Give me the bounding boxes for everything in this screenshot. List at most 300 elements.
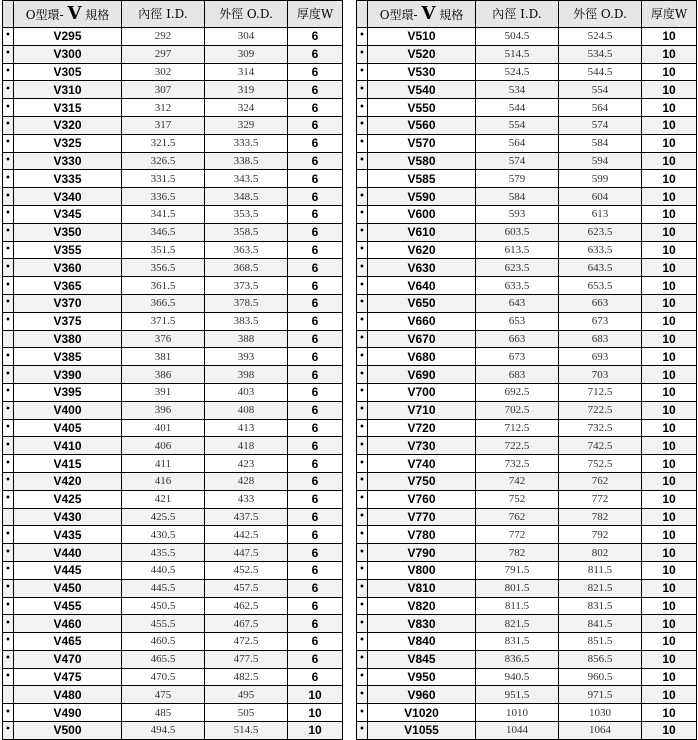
spec-cell: V360 — [14, 259, 122, 277]
table-row — [357, 348, 697, 366]
spec-cell: V570 — [368, 134, 476, 152]
id-cell: 356.5 — [122, 259, 205, 277]
spec-cell: V640 — [368, 277, 476, 295]
table-row — [357, 704, 697, 722]
od-cell: 772 — [559, 490, 642, 508]
table-row — [357, 116, 697, 134]
id-cell: 475 — [122, 686, 205, 704]
od-cell: 633.5 — [559, 241, 642, 259]
bullet-cell: • — [3, 490, 14, 508]
w-cell: 10 — [642, 419, 697, 437]
spec-cell: V730 — [368, 437, 476, 455]
od-cell: 1030 — [559, 704, 642, 722]
spec-cell: V380 — [14, 330, 122, 348]
id-cell: 554 — [476, 116, 559, 134]
table-row — [357, 259, 697, 277]
table-row — [3, 330, 343, 348]
bullet-header — [3, 1, 14, 28]
bullet-cell: • — [357, 28, 368, 46]
table-row — [357, 597, 697, 615]
od-cell: 505 — [205, 704, 288, 722]
od-cell: 452.5 — [205, 561, 288, 579]
spec-cell: V580 — [368, 152, 476, 170]
spec-cell: V305 — [14, 63, 122, 81]
id-cell: 450.5 — [122, 597, 205, 615]
bullet-cell: • — [357, 241, 368, 259]
bullet-cell: • — [3, 134, 14, 152]
table-row — [357, 277, 697, 295]
w-cell: 6 — [288, 152, 343, 170]
bullet-cell — [3, 508, 14, 526]
od-cell: 604 — [559, 188, 642, 206]
id-cell: 307 — [122, 81, 205, 99]
spec-cell: V345 — [14, 205, 122, 223]
table-row — [357, 170, 697, 188]
id-cell: 435.5 — [122, 544, 205, 562]
od-cell: 732.5 — [559, 419, 642, 437]
bullet-cell: • — [357, 437, 368, 455]
od-cell: 304 — [205, 28, 288, 46]
spec-cell: V740 — [368, 455, 476, 473]
table-row — [357, 312, 697, 330]
id-cell: 366.5 — [122, 294, 205, 312]
bullet-cell: • — [357, 722, 368, 740]
id-cell: 692.5 — [476, 383, 559, 401]
table-row — [357, 437, 697, 455]
w-cell: 6 — [288, 650, 343, 668]
spec-cell: V355 — [14, 241, 122, 259]
w-cell: 10 — [642, 294, 697, 312]
w-cell: 10 — [642, 561, 697, 579]
od-cell: 343.5 — [205, 170, 288, 188]
w-cell: 6 — [288, 668, 343, 686]
id-cell: 564 — [476, 134, 559, 152]
od-cell: 353.5 — [205, 205, 288, 223]
od-cell: 653.5 — [559, 277, 642, 295]
od-cell: 703 — [559, 366, 642, 384]
od-cell: 433 — [205, 490, 288, 508]
w-cell: 10 — [642, 81, 697, 99]
table-row — [3, 455, 343, 473]
w-cell: 6 — [288, 116, 343, 134]
bullet-cell: • — [357, 668, 368, 686]
spec-header: O型環- V 規格 — [368, 1, 476, 28]
spec-cell: V1020 — [368, 704, 476, 722]
od-cell: 762 — [559, 472, 642, 490]
od-cell: 363.5 — [205, 241, 288, 259]
w-cell: 6 — [288, 28, 343, 46]
bullet-cell: • — [357, 223, 368, 241]
bullet-cell: • — [357, 205, 368, 223]
bullet-cell: • — [3, 205, 14, 223]
table-row — [3, 312, 343, 330]
od-cell: 693 — [559, 348, 642, 366]
bullet-cell: • — [357, 615, 368, 633]
spec-cell: V445 — [14, 561, 122, 579]
w-cell: 10 — [642, 472, 697, 490]
spec-cell: V800 — [368, 561, 476, 579]
id-cell: 381 — [122, 348, 205, 366]
table-row — [3, 544, 343, 562]
id-cell: 574 — [476, 152, 559, 170]
bullet-cell: • — [357, 134, 368, 152]
bullet-cell: • — [357, 579, 368, 597]
table-row — [3, 633, 343, 651]
bullet-cell: • — [3, 170, 14, 188]
bullet-cell: • — [357, 650, 368, 668]
bullet-cell: • — [357, 188, 368, 206]
table-row — [3, 419, 343, 437]
spec-cell: V810 — [368, 579, 476, 597]
id-header: 內徑 I.D. — [122, 1, 205, 28]
spec-cell: V340 — [14, 188, 122, 206]
bullet-cell — [357, 170, 368, 188]
spec-cell: V530 — [368, 63, 476, 81]
od-cell: 437.5 — [205, 508, 288, 526]
bullet-cell: • — [357, 401, 368, 419]
w-cell: 10 — [642, 490, 697, 508]
bullet-cell: • — [357, 544, 368, 562]
id-cell: 430.5 — [122, 526, 205, 544]
spec-cell: V480 — [14, 686, 122, 704]
id-cell: 317 — [122, 116, 205, 134]
w-header: 厚度W — [288, 1, 343, 28]
bullet-cell: • — [3, 419, 14, 437]
od-cell: 333.5 — [205, 134, 288, 152]
od-cell: 524.5 — [559, 28, 642, 46]
od-cell: 856.5 — [559, 650, 642, 668]
w-cell: 6 — [288, 472, 343, 490]
w-cell: 6 — [288, 508, 343, 526]
id-cell: 297 — [122, 45, 205, 63]
od-cell: 574 — [559, 116, 642, 134]
od-cell: 319 — [205, 81, 288, 99]
bullet-cell: • — [357, 508, 368, 526]
bullet-cell: • — [357, 45, 368, 63]
spec-cell: V390 — [14, 366, 122, 384]
bullet-cell: • — [357, 294, 368, 312]
w-cell: 10 — [642, 223, 697, 241]
od-cell: 594 — [559, 152, 642, 170]
od-header: 外徑 O.D. — [559, 1, 642, 28]
spec-cell: V350 — [14, 223, 122, 241]
od-cell: 482.5 — [205, 668, 288, 686]
header-row — [357, 1, 697, 28]
spec-cell: V660 — [368, 312, 476, 330]
id-cell: 376 — [122, 330, 205, 348]
od-cell: 428 — [205, 472, 288, 490]
bullet-cell: • — [357, 561, 368, 579]
table-row — [3, 81, 343, 99]
od-cell: 393 — [205, 348, 288, 366]
table-row — [3, 704, 343, 722]
id-cell: 455.5 — [122, 615, 205, 633]
id-cell: 831.5 — [476, 633, 559, 651]
table-row — [3, 45, 343, 63]
table-row — [357, 668, 697, 686]
spec-cell: V820 — [368, 597, 476, 615]
od-header: 外徑 O.D. — [205, 1, 288, 28]
bullet-cell: • — [357, 116, 368, 134]
id-cell: 346.5 — [122, 223, 205, 241]
id-cell: 593 — [476, 205, 559, 223]
table-row — [3, 650, 343, 668]
w-cell: 10 — [642, 63, 697, 81]
spec-cell: V410 — [14, 437, 122, 455]
spec-cell: V325 — [14, 134, 122, 152]
bullet-cell: • — [357, 312, 368, 330]
bullet-cell: • — [357, 526, 368, 544]
table-row — [3, 134, 343, 152]
od-cell: 418 — [205, 437, 288, 455]
bullet-cell: • — [357, 686, 368, 704]
id-cell: 836.5 — [476, 650, 559, 668]
w-cell: 6 — [288, 188, 343, 206]
w-cell: 10 — [642, 597, 697, 615]
spec-cell: V475 — [14, 668, 122, 686]
id-cell: 425.5 — [122, 508, 205, 526]
table-row — [357, 330, 697, 348]
w-cell: 6 — [288, 45, 343, 63]
table-row — [357, 472, 697, 490]
id-cell: 940.5 — [476, 668, 559, 686]
spec-cell: V395 — [14, 383, 122, 401]
spec-cell: V790 — [368, 544, 476, 562]
id-cell: 465.5 — [122, 650, 205, 668]
table-row — [3, 615, 343, 633]
spec-cell: V600 — [368, 205, 476, 223]
id-cell: 504.5 — [476, 28, 559, 46]
w-cell: 10 — [642, 152, 697, 170]
od-cell: 554 — [559, 81, 642, 99]
id-cell: 772 — [476, 526, 559, 544]
spec-cell: V490 — [14, 704, 122, 722]
spec-cell: V540 — [368, 81, 476, 99]
w-cell: 10 — [642, 28, 697, 46]
bullet-cell: • — [3, 455, 14, 473]
table-row — [3, 561, 343, 579]
w-cell: 10 — [642, 722, 697, 740]
id-cell: 421 — [122, 490, 205, 508]
w-header: 厚度W — [642, 1, 697, 28]
spec-cell: V690 — [368, 366, 476, 384]
table-row — [3, 686, 343, 704]
table-row — [357, 722, 697, 740]
w-cell: 10 — [642, 704, 697, 722]
table-row — [3, 472, 343, 490]
bullet-cell: • — [3, 45, 14, 63]
bullet-cell: • — [3, 383, 14, 401]
w-cell: 6 — [288, 383, 343, 401]
bullet-cell: • — [357, 152, 368, 170]
id-cell: 302 — [122, 63, 205, 81]
id-cell: 623.5 — [476, 259, 559, 277]
id-cell: 391 — [122, 383, 205, 401]
spec-cell: V620 — [368, 241, 476, 259]
id-cell: 683 — [476, 366, 559, 384]
w-cell: 10 — [642, 45, 697, 63]
od-cell: 462.5 — [205, 597, 288, 615]
table-row — [3, 99, 343, 117]
od-cell: 623.5 — [559, 223, 642, 241]
id-cell: 341.5 — [122, 205, 205, 223]
w-cell: 10 — [288, 686, 343, 704]
bullet-cell: • — [3, 348, 14, 366]
spec-cell: V430 — [14, 508, 122, 526]
table-row — [357, 134, 697, 152]
id-cell: 416 — [122, 472, 205, 490]
table-row — [3, 152, 343, 170]
bullet-cell: • — [3, 116, 14, 134]
w-cell: 10 — [642, 348, 697, 366]
id-cell: 371.5 — [122, 312, 205, 330]
id-cell: 411 — [122, 455, 205, 473]
w-cell: 10 — [642, 134, 697, 152]
bullet-cell: • — [3, 28, 14, 46]
table-row — [357, 419, 697, 437]
w-cell: 6 — [288, 277, 343, 295]
table-row — [357, 223, 697, 241]
table-row — [3, 116, 343, 134]
od-cell: 851.5 — [559, 633, 642, 651]
table-row — [3, 188, 343, 206]
od-cell: 324 — [205, 99, 288, 117]
id-header: 內徑 I.D. — [476, 1, 559, 28]
bullet-cell: • — [3, 668, 14, 686]
bullet-cell: • — [357, 81, 368, 99]
spec-cell: V750 — [368, 472, 476, 490]
id-cell: 579 — [476, 170, 559, 188]
w-cell: 6 — [288, 259, 343, 277]
spec-cell: V560 — [368, 116, 476, 134]
w-cell: 10 — [642, 99, 697, 117]
w-cell: 6 — [288, 579, 343, 597]
w-cell: 6 — [288, 63, 343, 81]
bullet-cell: • — [3, 437, 14, 455]
od-cell: 368.5 — [205, 259, 288, 277]
id-cell: 445.5 — [122, 579, 205, 597]
od-cell: 960.5 — [559, 668, 642, 686]
id-cell: 351.5 — [122, 241, 205, 259]
table-row — [3, 401, 343, 419]
w-cell: 10 — [642, 686, 697, 704]
w-cell: 10 — [288, 722, 343, 740]
id-cell: 514.5 — [476, 45, 559, 63]
bullet-cell: • — [3, 81, 14, 99]
id-cell: 613.5 — [476, 241, 559, 259]
id-cell: 702.5 — [476, 401, 559, 419]
od-cell: 383.5 — [205, 312, 288, 330]
bullet-cell: • — [3, 366, 14, 384]
w-cell: 10 — [642, 259, 697, 277]
w-cell: 10 — [642, 526, 697, 544]
spec-cell: V450 — [14, 579, 122, 597]
w-cell: 6 — [288, 526, 343, 544]
bullet-cell: • — [357, 366, 368, 384]
spec-cell: V405 — [14, 419, 122, 437]
od-cell: 472.5 — [205, 633, 288, 651]
bullet-cell: • — [357, 348, 368, 366]
table-row — [3, 28, 343, 46]
id-cell: 782 — [476, 544, 559, 562]
spec-cell: V320 — [14, 116, 122, 134]
table-row — [3, 205, 343, 223]
spec-cell: V830 — [368, 615, 476, 633]
spec-cell: V950 — [368, 668, 476, 686]
od-cell: 831.5 — [559, 597, 642, 615]
table-row — [357, 241, 697, 259]
w-cell: 6 — [288, 348, 343, 366]
bullet-cell: • — [3, 401, 14, 419]
spec-cell: V500 — [14, 722, 122, 740]
table-row — [357, 508, 697, 526]
id-cell: 722.5 — [476, 437, 559, 455]
spec-cell: V470 — [14, 650, 122, 668]
w-cell: 6 — [288, 99, 343, 117]
id-cell: 406 — [122, 437, 205, 455]
bullet-cell: • — [357, 259, 368, 277]
table-row — [3, 526, 343, 544]
od-cell: 613 — [559, 205, 642, 223]
bullet-cell: • — [3, 259, 14, 277]
table-row — [357, 188, 697, 206]
spec-cell: V295 — [14, 28, 122, 46]
od-cell: 338.5 — [205, 152, 288, 170]
od-cell: 388 — [205, 330, 288, 348]
od-cell: 423 — [205, 455, 288, 473]
bullet-cell: • — [3, 526, 14, 544]
w-cell: 10 — [642, 188, 697, 206]
w-cell: 10 — [642, 615, 697, 633]
table-row — [3, 722, 343, 740]
id-cell: 524.5 — [476, 63, 559, 81]
spec-cell: V460 — [14, 615, 122, 633]
od-cell: 584 — [559, 134, 642, 152]
w-cell: 6 — [288, 170, 343, 188]
od-cell: 811.5 — [559, 561, 642, 579]
bullet-cell — [3, 686, 14, 704]
id-cell: 312 — [122, 99, 205, 117]
id-cell: 603.5 — [476, 223, 559, 241]
w-cell: 10 — [642, 455, 697, 473]
table-row — [3, 63, 343, 81]
bullet-cell: • — [3, 722, 14, 740]
spec-cell: V590 — [368, 188, 476, 206]
table-row — [3, 668, 343, 686]
od-cell: 564 — [559, 99, 642, 117]
w-cell: 6 — [288, 205, 343, 223]
od-cell: 802 — [559, 544, 642, 562]
w-cell: 10 — [642, 170, 697, 188]
w-cell: 6 — [288, 294, 343, 312]
spec-cell: V550 — [368, 99, 476, 117]
spec-cell: V420 — [14, 472, 122, 490]
id-cell: 653 — [476, 312, 559, 330]
table-row — [357, 561, 697, 579]
table-row — [357, 63, 697, 81]
spec-cell: V840 — [368, 633, 476, 651]
spec-cell: V520 — [368, 45, 476, 63]
w-cell: 6 — [288, 437, 343, 455]
od-cell: 544.5 — [559, 63, 642, 81]
w-cell: 10 — [642, 544, 697, 562]
id-cell: 643 — [476, 294, 559, 312]
id-cell: 386 — [122, 366, 205, 384]
id-cell: 1010 — [476, 704, 559, 722]
od-cell: 742.5 — [559, 437, 642, 455]
od-cell: 782 — [559, 508, 642, 526]
id-cell: 762 — [476, 508, 559, 526]
